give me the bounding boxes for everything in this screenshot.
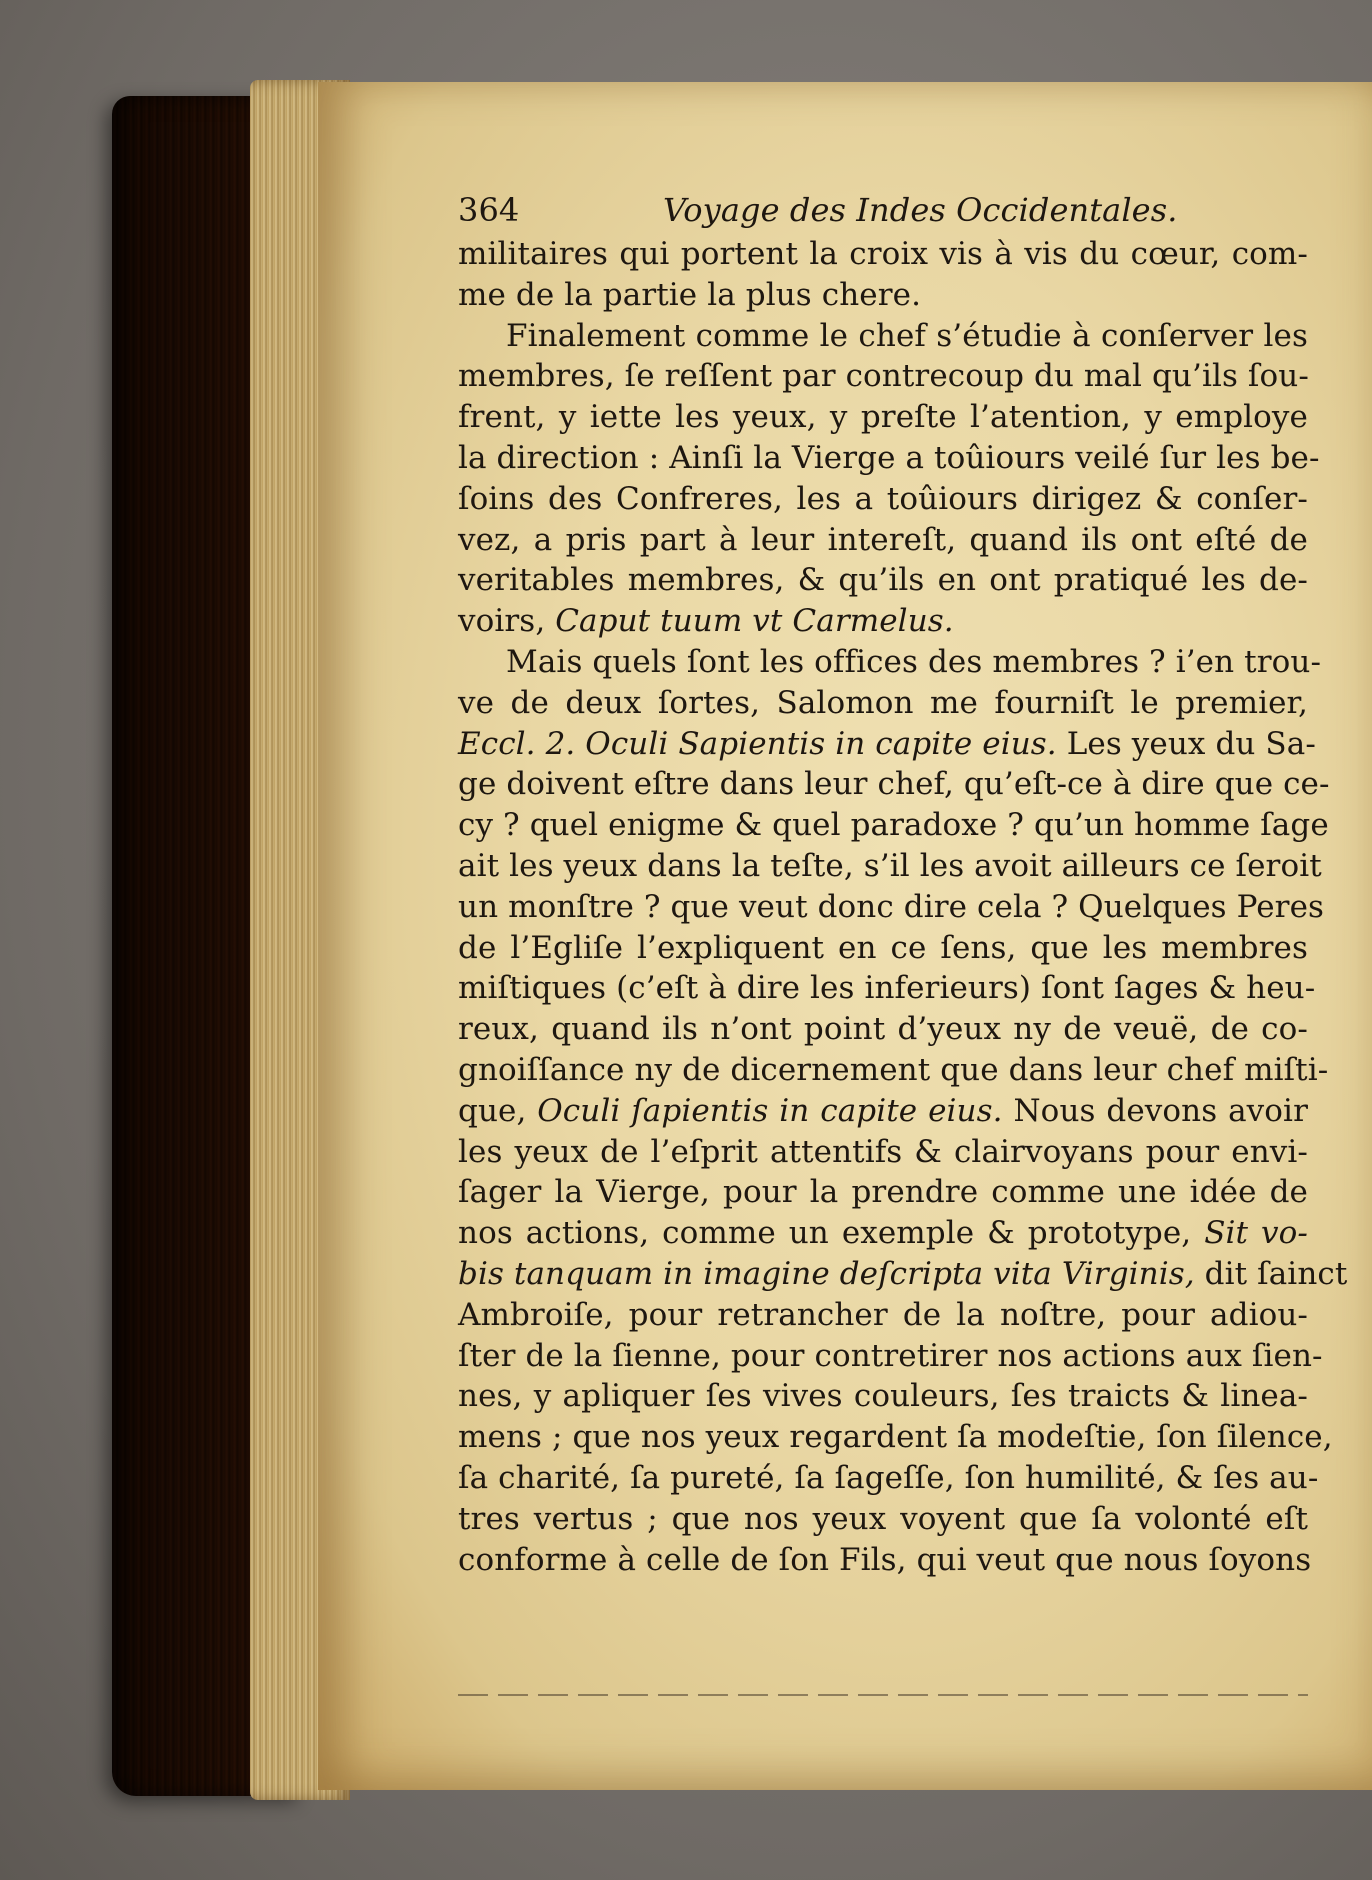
text-line: vez, a pris part à leur intereſt, quand ils ont eſté de [458,521,1308,558]
text-line: ſter de la ſienne, pour contretirer nos actions aux ſien- [458,1337,1323,1374]
text-line: me de la partie la plus chere. [458,276,922,313]
text-line [458,601,1308,642]
text-line: de l’Egliſe l’expliquent en ce ſens, que les membres [458,929,1308,966]
text-line: ſoins des Confreres, les a toûiours dirigez & conſer- [458,480,1308,517]
text-line [458,1254,1348,1295]
text-line: ve de deux ſortes, Salomon me fourniſt le premier, [458,684,1308,721]
body-text [458,234,1348,1580]
book-page [318,82,1372,1790]
text-line: la direction : Ainſi la Vierge a toûiours veilé ſur les be- [458,439,1320,476]
text-line [458,724,1316,765]
text-line: Mais quels ſont les offices des membres ? i’en trou- [506,643,1322,680]
text-run: Nous devons avoir [1002,1092,1308,1129]
text-run: dit ſainct [1194,1255,1348,1292]
text-line: ge doivent eſtre dans leur chef, qu’eſt-ce à dire que ce- [458,766,1330,803]
text-run: Les yeux du Sa- [1056,725,1316,762]
text-run: voirs, [458,603,556,640]
text-line: Finalement comme le chef s’étudie à conſerver les [506,317,1308,354]
latin-quote: Caput tuum vt Carmelus. [555,603,954,640]
page-text-block [458,190,1348,1580]
page-header [458,190,1308,234]
text-line: nes, y apliquer ſes vives couleurs, ſes traicts & linea- [458,1378,1308,1415]
text-line: mens ; que nos yeux regardent ſa modeſtie, ſon ſilence, [458,1419,1333,1456]
text-line: tres vertus ; que nos yeux voyent que ſa volonté eſt [458,1500,1308,1537]
text-line: cy ? quel enigme & quel paradoxe ? qu’un homme ſage [458,807,1329,844]
text-line: veritables membres, & qu’ils en ont pratiqué les de- [458,562,1308,599]
latin-quote: bis tanquam in imagine deſcripta vita Virginis, [458,1255,1195,1292]
text-line: ait les yeux dans la teſte, s’il les avoit ailleurs ce ſeroit [458,847,1322,884]
text-line: ſager la Vierge, pour la prendre comme une idée de [458,1174,1308,1211]
latin-quote: Sit vo- [1204,1215,1308,1252]
text-line: gnoiſſance ny de dicernement que dans leur chef miſti- [458,1051,1329,1088]
text-line: les yeux de l’eſprit attentifs & clairvoyans pour envi- [458,1133,1308,1170]
text-run: que, [458,1092,538,1129]
text-run: nos actions, comme un exemple & prototype, [458,1215,1205,1252]
text-line: frent, y iette les yeux, y preſte l’atention, y employe [458,399,1308,436]
text-line: un monſtre ? que veut donc dire cela ? Quelques Peres [458,888,1325,925]
text-line [458,1091,1308,1132]
latin-quote: Eccl. 2. Oculi Sapientis in capite eius. [458,725,1057,762]
latin-quote: Oculi ſapientis in capite eius. [537,1092,1003,1129]
text-line: membres, ſe reſſent par contrecoup du mal qu’ils ſou- [458,358,1309,395]
text-line: militaires qui portent la croix vis à vis du cœur, com- [458,236,1308,272]
bottom-rule [458,1694,1308,1696]
text-line: miſtiques (c’eſt à dire les inferieurs) ſont ſages & heu- [458,970,1316,1007]
page-number: 364 [458,191,520,229]
text-line: ſa charité, ſa pureté, ſa ſageſſe, ſon humilité, & ſes au- [458,1459,1319,1496]
running-title: Voyage des Indes Occidentales. [663,191,1178,229]
text-line: conforme à celle de ſon Fils, qui veut que nous ſoyons [458,1541,1312,1578]
text-line: reux, quand ils n’ont point d’yeux ny de veuë, de co- [458,1011,1308,1048]
text-line [458,1213,1308,1254]
text-line: Ambroiſe, pour retrancher de la noſtre, pour adiou- [458,1296,1308,1333]
